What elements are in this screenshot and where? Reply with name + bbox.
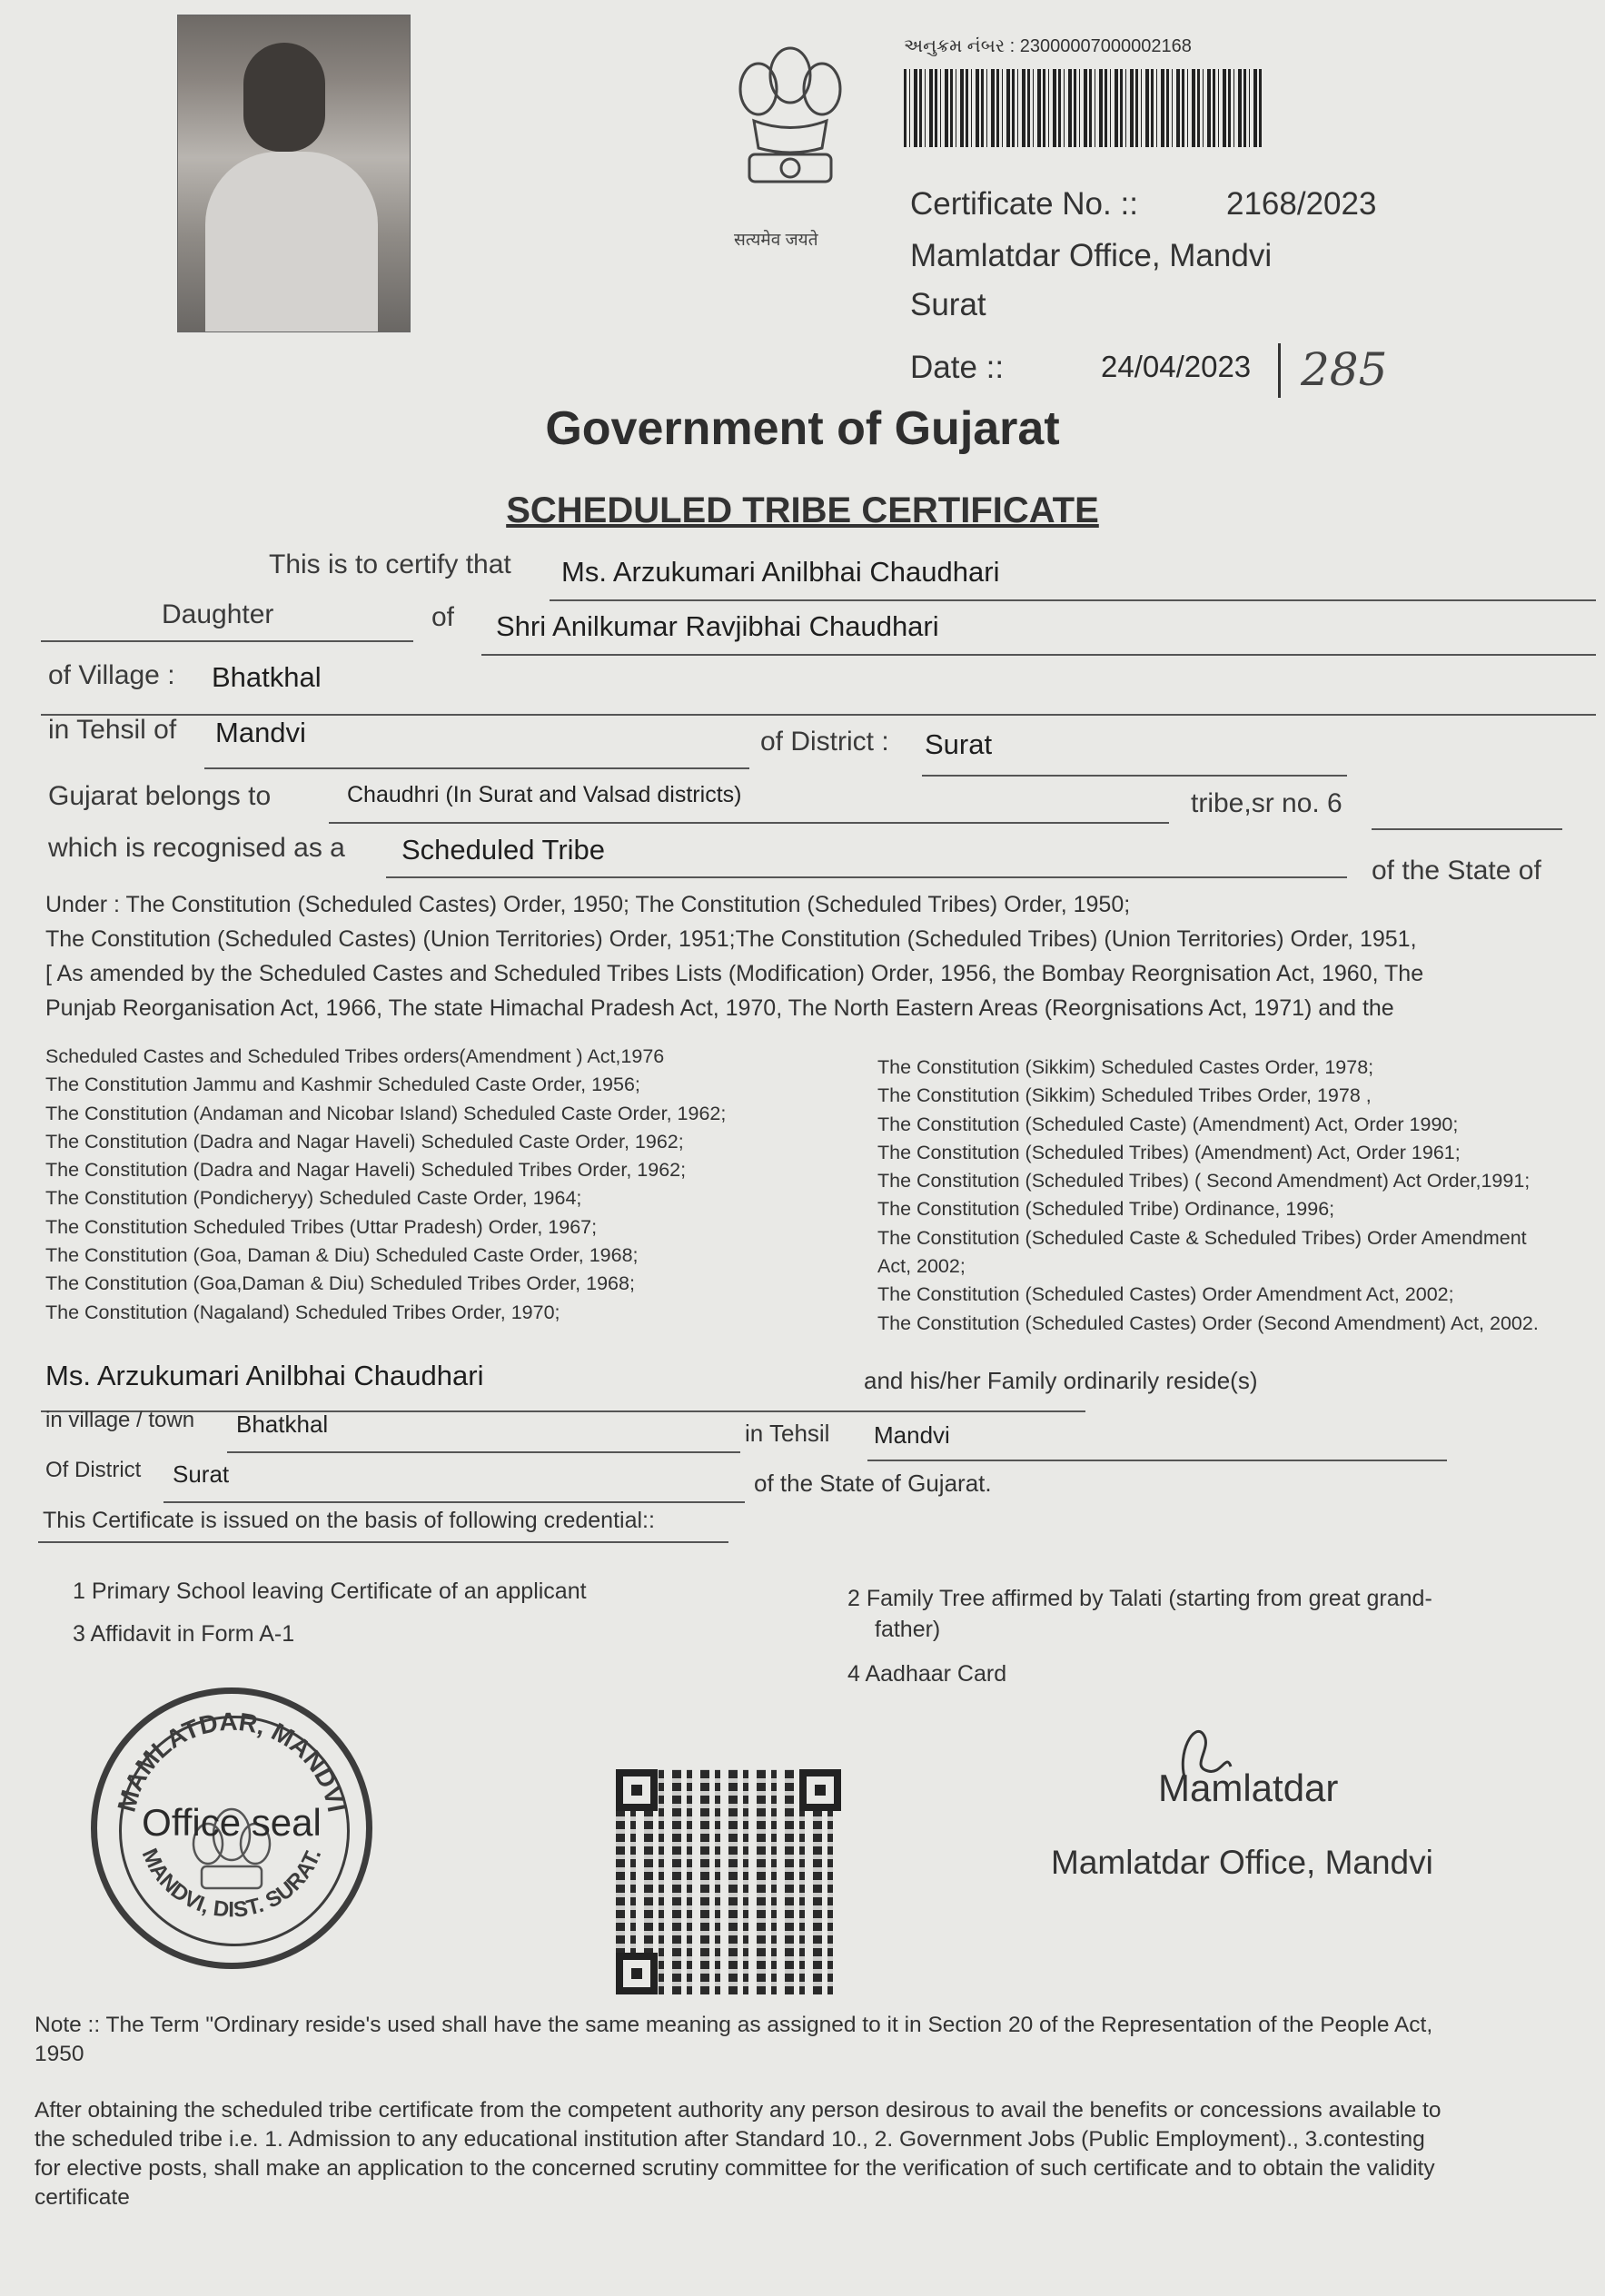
district-label: of District : xyxy=(760,727,889,757)
paragraph-line: Under : The Constitution (Scheduled Castes) Order, 1950; The Constitution (Scheduled Tribes) Order, 1950; xyxy=(45,892,1131,917)
date-label: Date :: xyxy=(910,350,1005,385)
svg-text:MAMLATDAR, MANDVI xyxy=(112,1707,351,1815)
order-item: The Constitution (Goa,Daman & Diu) Scheduled Tribes Order, 1968; xyxy=(45,1272,635,1295)
seal-ring-top: MAMLATDAR, MANDVI xyxy=(112,1707,352,1815)
credential-item-1: 1 Primary School leaving Certificate of an applicant xyxy=(73,1578,587,1604)
tehsil: Mandvi xyxy=(215,717,306,748)
order-item: The Constitution (Sikkim) Scheduled Castes Order, 1978; xyxy=(877,1056,1374,1078)
footer-text xyxy=(35,2096,1441,2212)
footer-line: After obtaining the scheduled tribe certificate from the competent authority any person desirous to avail the benefits or concessions available to xyxy=(35,2098,1442,2123)
village: Bhatkhal xyxy=(212,661,322,693)
order-item: The Constitution (Sikkim) Scheduled Tribes Order, 1978 , xyxy=(877,1084,1372,1107)
applicant-name: Ms. Arzukumari Anilbhai Chaudhari xyxy=(561,556,1000,588)
page-title: Government of Gujarat xyxy=(545,402,1060,455)
reside-label: and his/her Family ordinarily reside(s) xyxy=(864,1367,1258,1394)
recognised-label: which is recognised as a xyxy=(48,833,345,863)
footer-line: the scheduled tribe i.e. 1. Admission to any educational institution after Standard 10., 2. Government Jobs (Public Employment)., 3.contesting xyxy=(35,2127,1425,2152)
tribe-serial: tribe,sr no. 6 xyxy=(1191,788,1342,818)
note-line: Note :: The Term "Ordinary reside's used shall have the same meaning as assigned to it in Section 20 of the Representation of the People Act, xyxy=(35,2013,1433,2037)
resident-tehsil: Mandvi xyxy=(874,1421,950,1449)
signatory-office: Mamlatdar Office, Mandvi xyxy=(1051,1844,1433,1881)
order-item: The Constitution (Goa, Daman & Diu) Scheduled Caste Order, 1968; xyxy=(45,1244,639,1267)
emblem-motto: सत्यमेव जयते xyxy=(734,231,818,250)
order-item: The Constitution (Andaman and Nicobar Island) Scheduled Caste Order, 1962; xyxy=(45,1102,727,1124)
order-item: The Constitution (Pondicheryy) Scheduled Caste Order, 1964; xyxy=(45,1187,582,1210)
issuing-city: Surat xyxy=(910,287,986,322)
order-item: Act, 2002; xyxy=(877,1255,966,1278)
of-label: of xyxy=(431,602,455,632)
order-item: The Constitution Jammu and Kashmir Scheduled Caste Order, 1956; xyxy=(45,1074,640,1096)
orders-right-column xyxy=(877,1054,1604,1338)
certify-label: This is to certify that xyxy=(269,549,511,579)
order-item: The Constitution (Scheduled Tribe) Ordinance, 1996; xyxy=(877,1198,1335,1221)
svg-text:MANDVI, DIST. SURAT. xyxy=(137,1845,327,1922)
signatory-title: Mamlatdar xyxy=(1158,1767,1339,1809)
state-label: of the State of xyxy=(1372,856,1541,886)
resident-tehsil-label: in Tehsil xyxy=(745,1420,830,1447)
resident-district-label: Of District xyxy=(45,1458,142,1482)
parent-name: Shri Anilkumar Ravjibhai Chaudhari xyxy=(496,610,939,642)
order-item: The Constitution (Scheduled Caste) (Amendment) Act, Order 1990; xyxy=(877,1113,1459,1135)
credential-item-3: 3 Affidavit in Form A-1 xyxy=(73,1621,295,1647)
district: Surat xyxy=(925,728,993,760)
handwritten-number: 285 xyxy=(1301,343,1388,396)
certificate-heading: SCHEDULED TRIBE CERTIFICATE xyxy=(506,490,1099,530)
serial-number: અનુક્રમ નંબર : 23000007000002168 xyxy=(904,36,1192,56)
issuing-office: Mamlatdar Office, Mandvi xyxy=(910,238,1273,273)
order-item: The Constitution (Scheduled Castes) Order (Second Amendment) Act, 2002. xyxy=(877,1311,1539,1334)
office-seal-icon xyxy=(91,1687,372,1969)
constitution-paragraph xyxy=(45,887,1423,1025)
order-item: The Constitution Scheduled Tribes (Uttar Pradesh) Order, 1967; xyxy=(45,1215,598,1238)
relation: Daughter xyxy=(162,599,274,629)
order-item: The Constitution (Dadra and Nagar Haveli) Scheduled Tribes Order, 1962; xyxy=(45,1159,687,1182)
qr-code-icon xyxy=(616,1769,841,1994)
seal-ring-bottom: MANDVI, DIST. SURAT. xyxy=(136,1845,327,1923)
certificate-heading-wrap xyxy=(0,490,1605,531)
resident-village-label: in village / town xyxy=(45,1408,195,1432)
barcode-icon xyxy=(904,69,1263,147)
resident-state: of the State of Gujarat. xyxy=(754,1470,992,1497)
note xyxy=(35,2011,1432,2069)
order-item: The Constitution (Scheduled Tribes) (Amendment) Act, Order 1961; xyxy=(877,1141,1461,1163)
order-item: Scheduled Castes and Scheduled Tribes orders(Amendment ) Act,1976 xyxy=(45,1045,665,1067)
credential-item-2: 2 Family Tree affirmed by Talati (starting from great grand- xyxy=(847,1586,1432,1611)
certificate-no-label: Certificate No. :: xyxy=(910,186,1138,222)
village-label: of Village : xyxy=(48,660,175,690)
order-item: The Constitution (Nagaland) Scheduled Tribes Order, 1970; xyxy=(45,1301,560,1323)
footer-line: certificate xyxy=(35,2185,130,2210)
credential-item-2-cont: father) xyxy=(875,1617,941,1642)
ashoka-emblem-icon xyxy=(722,35,858,212)
note-line: 1950 xyxy=(35,2042,84,2066)
date-divider xyxy=(1278,343,1281,398)
orders-left-column xyxy=(45,1043,845,1323)
office-seal-text: Office seal xyxy=(142,1801,322,1844)
community: Chaudhri (In Surat and Valsad districts) xyxy=(347,782,742,807)
recognised-as: Scheduled Tribe xyxy=(401,834,606,866)
footer-line: for elective posts, shall make an application to the concerned scrutiny committee for the verification of such certificate and to obtain the validity xyxy=(35,2156,1435,2181)
order-item: The Constitution (Scheduled Caste & Scheduled Tribes) Order Amendment xyxy=(877,1226,1527,1249)
resident-district: Surat xyxy=(173,1460,230,1488)
resident-village: Bhatkhal xyxy=(236,1410,329,1438)
certificate-no: 2168/2023 xyxy=(1226,186,1377,222)
credentials-heading: This Certificate is issued on the basis of following credential:: xyxy=(43,1508,655,1533)
tehsil-label: in Tehsil of xyxy=(48,715,177,745)
credential-item-4: 4 Aadhaar Card xyxy=(847,1661,1007,1687)
issue-date: 24/04/2023 xyxy=(1101,350,1252,383)
order-item: The Constitution (Dadra and Nagar Haveli) Scheduled Caste Order, 1962; xyxy=(45,1130,684,1153)
resident-name: Ms. Arzukumari Anilbhai Chaudhari xyxy=(45,1360,484,1391)
applicant-photo xyxy=(177,15,411,332)
order-item: The Constitution (Scheduled Castes) Order Amendment Act, 2002; xyxy=(877,1283,1454,1306)
order-item: The Constitution (Scheduled Tribes) ( Second Amendment) Act Order,1991; xyxy=(877,1170,1531,1193)
paragraph-line: [ As amended by the Scheduled Castes and Scheduled Tribes Lists (Modification) Order, 1956, the Bombay Reorgnisation Act, 1960, The xyxy=(45,961,1424,986)
paragraph-line: Punjab Reorganisation Act, 1966, The state Himachal Pradesh Act, 1970, The North Eastern Areas (Reorgnisations Act, 1971) and the xyxy=(45,995,1394,1021)
paragraph-line: The Constitution (Scheduled Castes) (Union Territories) Order, 1951;The Constitution (Scheduled Tribes) (Union Territories) Order, 1951, xyxy=(45,926,1417,952)
belongs-label: Gujarat belongs to xyxy=(48,781,272,811)
